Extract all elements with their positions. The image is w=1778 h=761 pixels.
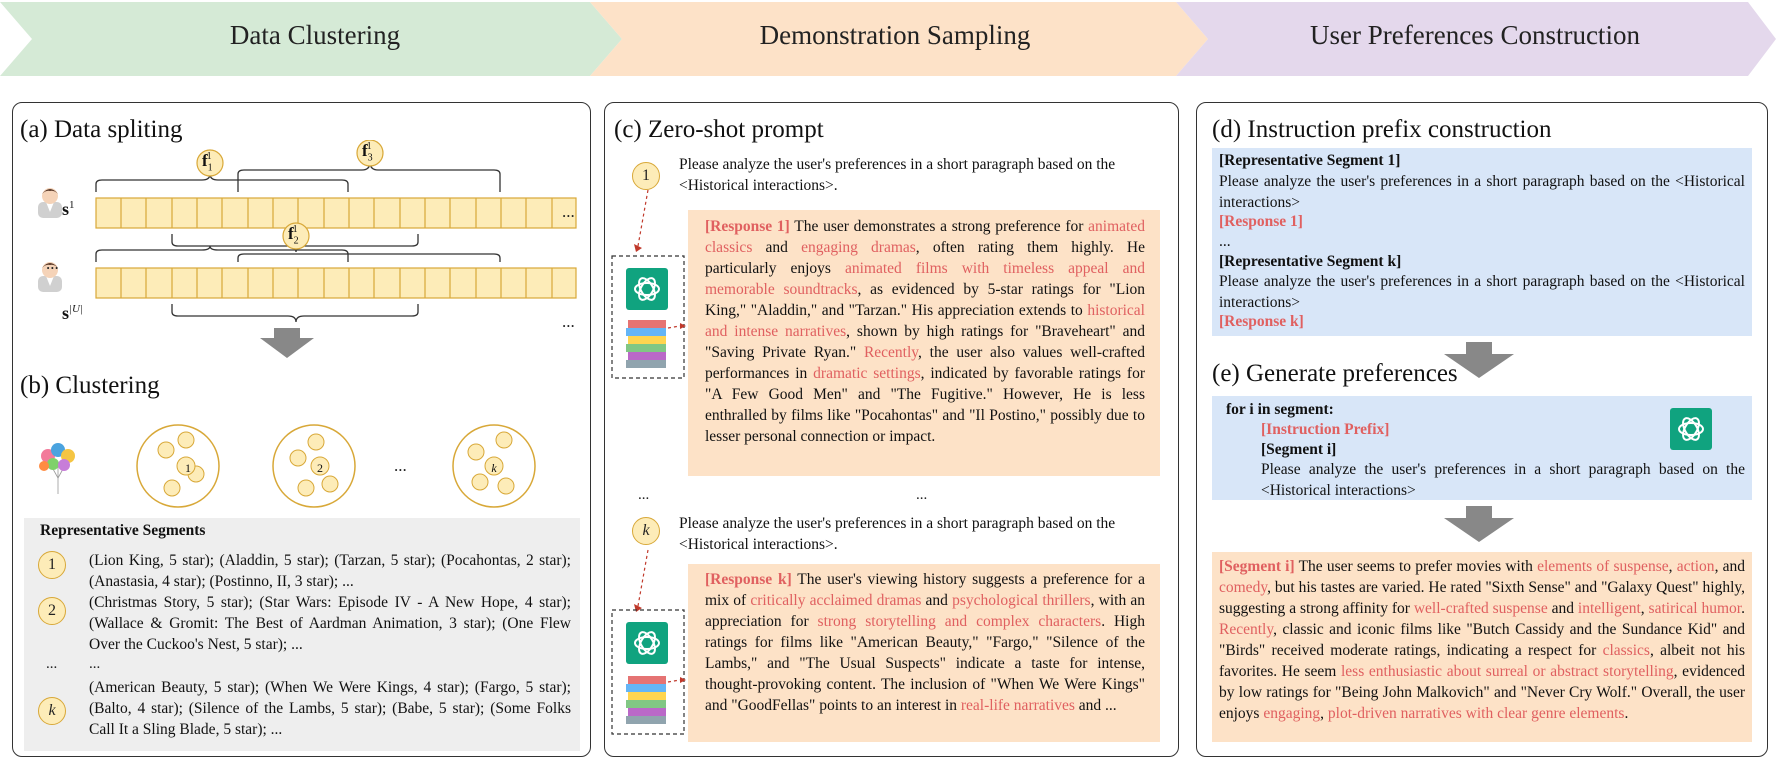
resp1-highlight: engaging dramas bbox=[801, 239, 916, 256]
chatgpt-icon bbox=[626, 622, 668, 664]
out-highlight: well-crafted suspense bbox=[1413, 600, 1548, 617]
loop-statement: for i in segment: bbox=[1226, 401, 1334, 418]
representative-segments-title: Representative Segments bbox=[40, 522, 206, 539]
instruction-prefix-title: (d) Instruction prefix construction bbox=[1212, 116, 1552, 143]
respk-highlight: real-life narratives bbox=[960, 697, 1075, 714]
out-seg: , and bbox=[1714, 558, 1746, 575]
out-highlight: comedy bbox=[1219, 579, 1268, 596]
books-icon bbox=[626, 320, 666, 368]
banner-user-preferences-construction: User Preferences Construction bbox=[1310, 20, 1640, 50]
out-seg: , bbox=[1320, 705, 1328, 722]
out-highlight: Recently bbox=[1219, 621, 1274, 638]
rep-ellipsis-right: ... bbox=[89, 656, 101, 672]
resp1-highlight: animated films with timeless appeal and memorable soundtracks bbox=[705, 260, 1146, 298]
respk-highlight: critically acclaimed dramas bbox=[750, 592, 922, 609]
feature-label-f21: $f_2^1$ bbox=[288, 224, 299, 247]
out-highlight: engaging bbox=[1263, 705, 1321, 722]
out-seg: , bbox=[1640, 600, 1649, 617]
feature-label-f31: $f_3^1$ bbox=[362, 141, 373, 164]
out-seg: , classic and iconic films like "Butch Cassidy and the Sundance Kid" and "Birds" received moderate ratings, indicating a respect for bbox=[1219, 621, 1745, 659]
resp1-seg: , indicated by favorable ratings for "A Few Good Men" and "The Fugitive." However, He is less enthralled by films like "Pocahontas" and "Il Postino," possibly due to lesser personal connection or impact. bbox=[705, 365, 1145, 445]
cluster-diagram bbox=[130, 420, 570, 512]
cluster-label-2: 2 bbox=[317, 461, 323, 475]
segment-ellipsis: ... bbox=[1219, 233, 1231, 250]
feature-label-f11: $f_1^1$ bbox=[202, 151, 213, 174]
segment-brace-f11 bbox=[96, 174, 348, 192]
chatgpt-icon bbox=[626, 268, 668, 310]
segment-brace-row2-b bbox=[238, 254, 500, 262]
out-seg: and bbox=[1547, 600, 1578, 617]
out-highlight: less enthusiastic about surreal or abstract storytelling bbox=[1340, 663, 1674, 680]
generated-preferences-text bbox=[1219, 556, 1745, 724]
loop-segment: [Segment i] bbox=[1261, 441, 1337, 458]
out-seg: , evidenced by low ratings for "Being John Malkovich" and "Never Cry Wolf." Overall, the user enjoys bbox=[1219, 663, 1746, 722]
response-k-text bbox=[705, 569, 1145, 716]
rep-segment-2: (Christmas Story, 5 star); (Star Wars: Episode IV - A New Hope, 4 star); (Wallace & Gromit: The Best of Aardman Animation, 3 star); (One Flew Over the Cuckoo's Nest, 5 star); ... bbox=[89, 594, 571, 653]
output-label: [Segment i] bbox=[1219, 558, 1295, 575]
loop-prompt: Please analyze the user's preferences in a short paragraph based on the <Historical interactions> bbox=[1261, 461, 1745, 499]
segment-1-title: [Representative Segment 1] bbox=[1219, 152, 1401, 169]
middle-ellipsis-left: ... bbox=[638, 487, 650, 503]
middle-ellipsis-center: ... bbox=[916, 487, 928, 503]
prompt-number-k: k bbox=[632, 517, 660, 545]
generate-preferences-title: (e) Generate preferences bbox=[1212, 360, 1458, 387]
resp1-seg: The user demonstrates a strong preference for bbox=[789, 218, 1089, 235]
down-arrow-icon bbox=[260, 328, 314, 358]
segment-1-prompt: Please analyze the user's preferences in a short paragraph based on the <Historical interactions> bbox=[1219, 173, 1745, 211]
out-highlight: classics bbox=[1602, 642, 1650, 659]
out-seg: . bbox=[1624, 705, 1629, 722]
users-ellipsis: ... bbox=[46, 254, 59, 273]
out-highlight: elements of suspense bbox=[1537, 558, 1669, 575]
banner-data-clustering: Data Clustering bbox=[229, 20, 401, 50]
model-icons-group-k bbox=[608, 548, 688, 744]
respk-seg: and bbox=[921, 592, 953, 609]
user-avatar-icon bbox=[38, 188, 62, 218]
loop-instruction-prefix: [Instruction Prefix] bbox=[1261, 421, 1390, 438]
segment-k-title: [Representative Segment k] bbox=[1219, 253, 1402, 270]
out-seg: . bbox=[1741, 600, 1745, 617]
respk-seg: . High ratings for films like "American Beauty," "Fargo," "Silence of the Lambs," and "The Usual Suspects" indicate a taste for intense, thought-provoking content. The inclusion of "When We Were Kings" and "GoodFellas" points to an interest in bbox=[705, 613, 1145, 714]
cluster-label-1: 1 bbox=[185, 461, 191, 475]
rep-number-1: 1 bbox=[38, 551, 66, 579]
prompt-1: Please analyze the user's preferences in a short paragraph based on the <Historical interactions>. bbox=[679, 156, 1116, 194]
resp1-highlight: dramatic settings bbox=[813, 365, 921, 382]
segment-brace-row2-c bbox=[172, 304, 418, 322]
rep-number-k: k bbox=[38, 697, 66, 725]
row-ellipsis-u: ... bbox=[562, 312, 575, 331]
resp1-highlight: Recently bbox=[863, 344, 919, 361]
prompt-number-1: 1 bbox=[632, 162, 660, 190]
out-seg: , albeit not his favorites. He seem bbox=[1219, 642, 1745, 680]
respk-seg: The user's viewing history suggests a preference for a mix of bbox=[705, 571, 1145, 609]
rep-segment-1: (Lion King, 5 star); (Aladdin, 5 star); (Tarzan, 5 star); (Pocahontas, 2 star); (Anastasia, 4 star); (Postinno, II, 3 star); ... bbox=[89, 552, 571, 590]
resp1-seg: , as evidenced by 5-star ratings for "Lion King," "Aladdin," and "Tarzan." His appreciation extends to bbox=[705, 281, 1146, 319]
rep-ellipsis-left: ... bbox=[46, 656, 58, 672]
sequence-row-u bbox=[96, 268, 576, 298]
segment-1-response: [Response 1] bbox=[1219, 213, 1303, 230]
cluster-label-k: k bbox=[491, 461, 497, 475]
out-highlight: intelligent bbox=[1577, 600, 1641, 617]
zero-shot-prompt-title: (c) Zero-shot prompt bbox=[614, 116, 824, 143]
down-arrow-icon bbox=[1440, 504, 1520, 544]
books-icon bbox=[626, 676, 666, 724]
resp1-seg: and bbox=[752, 239, 802, 256]
resp1-highlight: animated classics bbox=[705, 218, 1145, 256]
out-highlight: satirical humor bbox=[1648, 600, 1742, 617]
respk-seg: , with an appreciation for bbox=[705, 592, 1145, 630]
cluster-ellipsis: ... bbox=[394, 456, 407, 475]
user-sequence-label-1: $s^1$ bbox=[62, 199, 75, 219]
segment-k-response: [Response k] bbox=[1219, 313, 1304, 330]
response-1-label: [Response 1] bbox=[705, 218, 790, 235]
rep-segment-k: (American Beauty, 5 star); (When We Were Kings, 4 star); (Fargo, 5 star); (Balto, 4 star); (Silence of the Lambs, 5 star); (Babe, 5 star); (Some Folks Call It a Sling Blade, 5 star); ... bbox=[89, 679, 571, 738]
out-highlight: action bbox=[1676, 558, 1715, 575]
user-sequence-label-u: $s^{|U|}$ bbox=[62, 303, 84, 323]
response-1-text bbox=[705, 216, 1145, 447]
data-spliting-title: (a) Data spliting bbox=[20, 116, 183, 143]
out-seg: , bbox=[1668, 558, 1677, 575]
balloons-icon bbox=[36, 438, 80, 496]
rep-number-2: 2 bbox=[38, 597, 66, 625]
respk-highlight: strong storytelling and complex characters bbox=[817, 613, 1102, 630]
cluster-circle-1 bbox=[137, 425, 219, 507]
sequence-row-1 bbox=[96, 198, 576, 228]
out-seg: , but his tastes are varied. He rated "Sixth Sense" and "Galaxy Quest" highly, suggesting a strong affinity for bbox=[1219, 579, 1745, 617]
resp1-seg: , the user also values well-crafted performances in bbox=[705, 344, 1145, 382]
data-spliting-diagram bbox=[12, 140, 589, 390]
clustering-title: (b) Clustering bbox=[20, 372, 160, 399]
resp1-highlight: historical and intense narratives bbox=[705, 302, 1145, 340]
model-icons-group-1 bbox=[608, 188, 688, 384]
out-seg: The user seems to prefer movies with bbox=[1294, 558, 1538, 575]
resp1-seg: , shown by high ratings for "Braveheart" and "Saving Private Ryan." bbox=[705, 323, 1146, 361]
chatgpt-icon bbox=[1668, 406, 1714, 452]
respk-seg: and ... bbox=[1074, 697, 1117, 714]
respk-highlight: psychological thrillers bbox=[952, 592, 1091, 609]
segment-k-prompt: Please analyze the user's preferences in a short paragraph based on the <Historical interactions> bbox=[1219, 273, 1745, 311]
response-k-label: [Response k] bbox=[705, 571, 792, 588]
row-ellipsis-1: ... bbox=[562, 202, 575, 221]
out-highlight: plot-driven narratives with clear genre elements bbox=[1327, 705, 1625, 722]
banner-demonstration-sampling: Demonstration Sampling bbox=[759, 20, 1031, 50]
prompt-k: Please analyze the user's preferences in a short paragraph based on the <Historical interactions>. bbox=[679, 515, 1116, 553]
resp1-seg: , often rating them highly. He particularly enjoys bbox=[705, 239, 1145, 277]
